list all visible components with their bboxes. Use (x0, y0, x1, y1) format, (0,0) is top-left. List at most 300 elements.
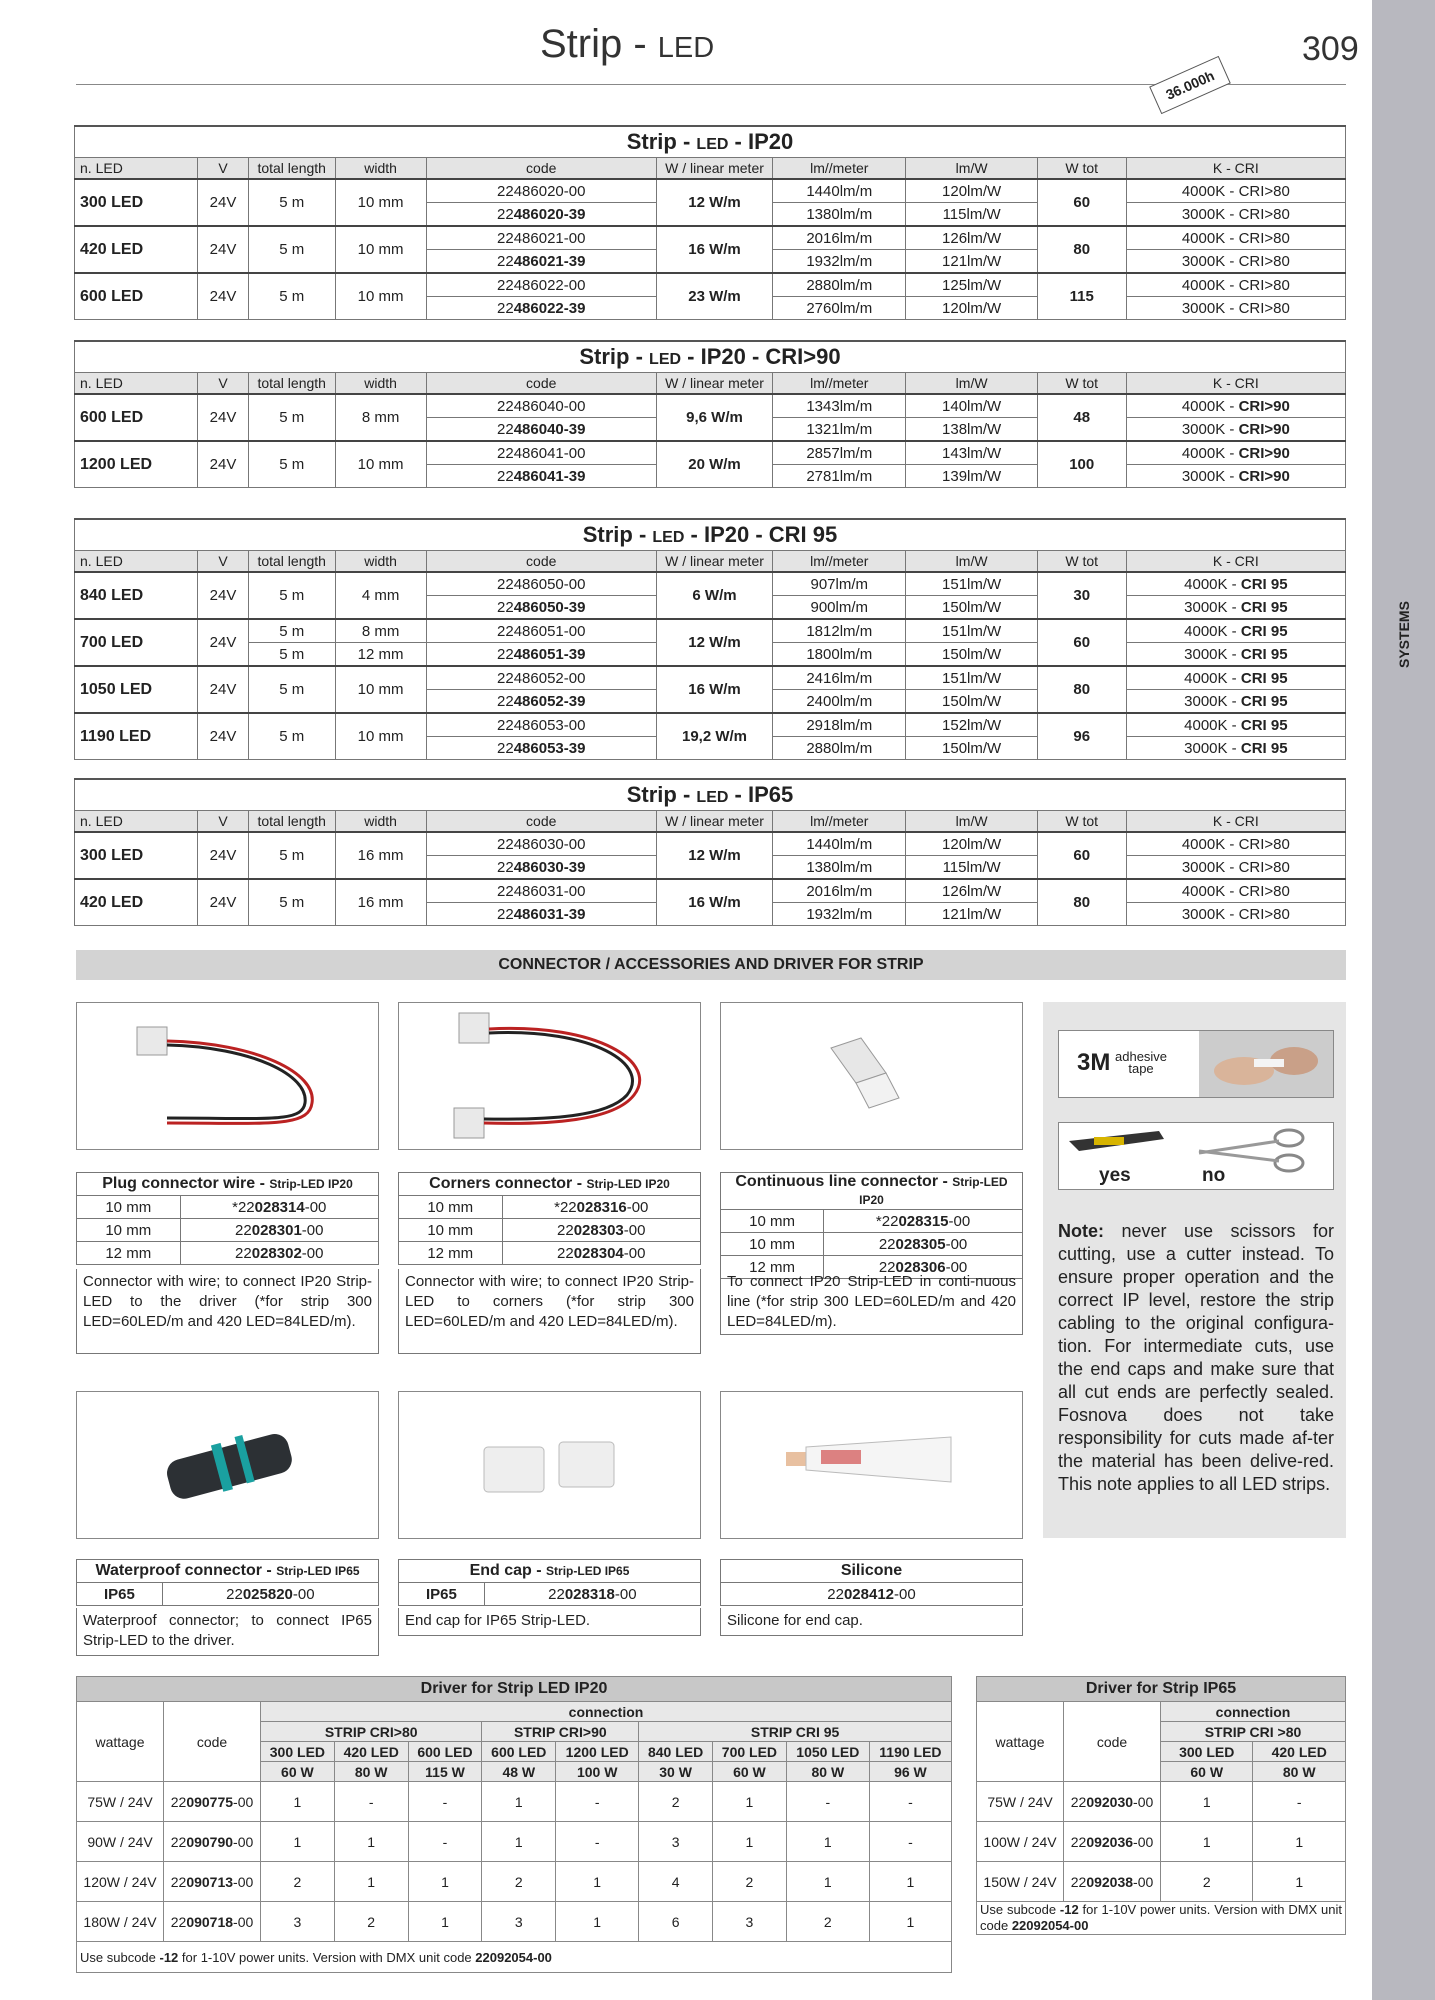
waterproof-connector-table: Waterproof connector - Strip-LED IP65 IP65 22025820-00 (76, 1559, 379, 1606)
column-header: V (198, 373, 249, 395)
strip-count: 3 (713, 1902, 787, 1942)
strip-count: 3 (482, 1902, 556, 1942)
color-temp-cri: 4000K - CRI 95 (1126, 666, 1345, 690)
table-row (75, 879, 1346, 903)
efficacy: 126lm/W (906, 879, 1037, 903)
voltage: 24V (198, 273, 249, 320)
total-watts: 30 (1037, 572, 1126, 619)
strip-count: 2 (482, 1862, 556, 1902)
strip-count: - (556, 1822, 639, 1862)
product-code: 22486051-00 (426, 619, 656, 643)
watts-per-meter: 16 W/m (656, 226, 772, 273)
product-code: 22486052-00 (426, 666, 656, 690)
table-row (75, 572, 1346, 596)
strip-count: 2 (261, 1862, 335, 1902)
driver-code: 22092030-00 (1064, 1782, 1161, 1822)
strip-count: 1 (1253, 1822, 1346, 1862)
spec-table (74, 778, 1346, 926)
color-temp-cri: 3000K - CRI>90 (1126, 465, 1345, 488)
column-header: K - CRI (1126, 158, 1345, 180)
driver-wattage: 150W / 24V (977, 1862, 1064, 1902)
table-row (77, 1862, 952, 1902)
watts-per-meter: 20 W/m (656, 441, 772, 488)
length: 5 m (248, 879, 335, 926)
column-header: V (198, 551, 249, 573)
lumens-per-meter: 1440lm/m (773, 832, 906, 856)
driver-ip65-table (976, 1676, 1346, 1935)
lumens-per-meter: 2781lm/m (773, 465, 906, 488)
product-code: 22486040-00 (426, 394, 656, 418)
column-header: K - CRI (1126, 551, 1345, 573)
strip-count: 1 (408, 1902, 482, 1942)
strip-count: 1 (482, 1822, 556, 1862)
length: 5 m (248, 643, 335, 667)
driver-code: 22090718-00 (164, 1902, 261, 1942)
strip-count: 1 (408, 1862, 482, 1902)
strip-group-header: STRIP CRI>90 (482, 1722, 639, 1742)
led-count: 840 LED (75, 572, 198, 619)
lumens-per-meter: 2016lm/m (773, 226, 906, 250)
product-code: 22486022-00 (426, 273, 656, 297)
column-header: K - CRI (1126, 811, 1345, 833)
strip-count: 1 (1161, 1782, 1253, 1822)
led-count: 600 LED (75, 394, 198, 441)
led-count: 1050 LED (75, 666, 198, 713)
column-header: lm/W (906, 811, 1037, 833)
led-column-header: 1050 LED (786, 1742, 869, 1762)
strip-count: 2 (786, 1902, 869, 1942)
column-header: code (426, 158, 656, 180)
column-header: W tot (1037, 158, 1126, 180)
length: 5 m (248, 273, 335, 320)
column-header: V (198, 811, 249, 833)
strip-count: 6 (639, 1902, 713, 1942)
table-row (75, 179, 1346, 203)
column-header: total length (248, 373, 335, 395)
efficacy: 152lm/W (906, 713, 1037, 737)
cutting-tools-panel (1058, 1122, 1334, 1190)
spec-table-title: Strip - LED - IP65 (75, 779, 1346, 811)
width: 10 mm (335, 441, 426, 488)
color-temp-cri: 3000K - CRI>80 (1126, 903, 1345, 926)
product-code: 22486020-00 (426, 179, 656, 203)
watt-column-header: 60 W (1161, 1762, 1253, 1782)
voltage: 24V (198, 441, 249, 488)
width: 4 mm (335, 572, 426, 619)
driver-ip65-title: Driver for Strip IP65 (977, 1677, 1346, 1702)
table-row (75, 226, 1346, 250)
length: 5 m (248, 394, 335, 441)
column-header: lm//meter (773, 373, 906, 395)
lumens-per-meter: 1343lm/m (773, 394, 906, 418)
strip-count: 1 (1253, 1862, 1346, 1902)
continuous-connector-photo (720, 1002, 1023, 1150)
length: 5 m (248, 666, 335, 713)
voltage: 24V (198, 713, 249, 760)
spec-table-title: Strip - LED - IP20 - CRI>90 (75, 341, 1346, 373)
spec-table (74, 518, 1346, 760)
watts-per-meter: 23 W/m (656, 273, 772, 320)
product-code: 22486021-39 (426, 250, 656, 274)
led-count: 700 LED (75, 619, 198, 666)
column-header: width (335, 158, 426, 180)
driver-wattage: 100W / 24V (977, 1822, 1064, 1862)
led-column-header: 420 LED (1253, 1742, 1346, 1762)
length: 5 m (248, 226, 335, 273)
led-column-header: 700 LED (713, 1742, 787, 1762)
column-header: n. LED (75, 811, 198, 833)
table-row (75, 713, 1346, 737)
table-row (75, 441, 1346, 465)
strip-count: 2 (639, 1782, 713, 1822)
silicone-description: Silicone for end cap. (720, 1608, 1023, 1636)
column-header: total length (248, 811, 335, 833)
led-count: 1200 LED (75, 441, 198, 488)
accessories-banner: CONNECTOR / ACCESSORIES AND DRIVER FOR STRIP (76, 950, 1346, 980)
driver-code: 22090713-00 (164, 1862, 261, 1902)
side-tab-label: SYSTEMS (1396, 601, 1412, 669)
table-row (75, 832, 1346, 856)
led-column-header: 600 LED (482, 1742, 556, 1762)
watts-per-meter: 6 W/m (656, 572, 772, 619)
driver-wattage: 90W / 24V (77, 1822, 164, 1862)
efficacy: 143lm/W (906, 441, 1037, 465)
driver-code: 22092038-00 (1064, 1862, 1161, 1902)
width: 16 mm (335, 832, 426, 879)
length: 5 m (248, 441, 335, 488)
plug-connector-description: Connector with wire; to connect IP20 Strip-LED to the driver (*for strip 300 LED=60LED/m and 420 LED=84LED/m). (76, 1269, 379, 1354)
voltage: 24V (198, 666, 249, 713)
watt-column-header: 115 W (408, 1762, 482, 1782)
driver-ip20-title: Driver for Strip LED IP20 (77, 1677, 952, 1702)
strip-count: 1 (869, 1902, 951, 1942)
watts-per-meter: 12 W/m (656, 619, 772, 666)
total-watts: 80 (1037, 226, 1126, 273)
color-temp-cri: 4000K - CRI 95 (1126, 619, 1345, 643)
code-header: code (164, 1702, 261, 1782)
watt-column-header: 48 W (482, 1762, 556, 1782)
strip-count: - (786, 1782, 869, 1822)
column-header: lm/W (906, 551, 1037, 573)
strip-count: - (408, 1782, 482, 1822)
watts-per-meter: 12 W/m (656, 179, 772, 226)
voltage: 24V (198, 619, 249, 666)
table-row (75, 394, 1346, 418)
corners-connector-description: Connector with wire; to connect IP20 Strip-LED to corners (*for strip 300 LED=60LED/m and 420 LED=84LED/m). (398, 1269, 701, 1354)
lumens-per-meter: 907lm/m (773, 572, 906, 596)
width: 10 mm (335, 713, 426, 760)
corners-connector-photo (398, 1002, 701, 1150)
efficacy: 120lm/W (906, 832, 1037, 856)
total-watts: 96 (1037, 713, 1126, 760)
color-temp-cri: 4000K - CRI>80 (1126, 273, 1345, 297)
product-code: 22486041-39 (426, 465, 656, 488)
table-row (77, 1782, 952, 1822)
tape-photo (1199, 1031, 1333, 1097)
column-header: width (335, 551, 426, 573)
length: 5 m (248, 572, 335, 619)
efficacy: 121lm/W (906, 903, 1037, 926)
tape-brand: 3M (1077, 1049, 1111, 1076)
lumens-per-meter: 1932lm/m (773, 250, 906, 274)
page-number: 309 (1302, 30, 1359, 68)
led-count: 300 LED (75, 832, 198, 879)
efficacy: 115lm/W (906, 856, 1037, 880)
led-count: 1190 LED (75, 713, 198, 760)
column-header: lm/W (906, 158, 1037, 180)
efficacy: 150lm/W (906, 690, 1037, 714)
product-code: 22486021-00 (426, 226, 656, 250)
wattage-header: wattage (977, 1702, 1064, 1782)
strip-count: - (869, 1822, 951, 1862)
table-row (75, 619, 1346, 643)
product-code: 22486030-00 (426, 832, 656, 856)
strip-count: 4 (639, 1862, 713, 1902)
end-cap-table: End cap - Strip-LED IP65 IP65 22028318-00 (398, 1559, 701, 1606)
column-header: V (198, 158, 249, 180)
strip-count: 1 (261, 1782, 335, 1822)
spec-table-title: Strip - LED - IP20 (75, 126, 1346, 158)
driver-wattage: 180W / 24V (77, 1902, 164, 1942)
watt-column-header: 96 W (869, 1762, 951, 1782)
product-code: 22486031-39 (426, 903, 656, 926)
column-header: total length (248, 551, 335, 573)
led-column-header: 420 LED (334, 1742, 408, 1762)
total-watts: 60 (1037, 619, 1126, 666)
total-watts: 60 (1037, 179, 1126, 226)
led-column-header: 300 LED (261, 1742, 335, 1762)
wattage-header: wattage (77, 1702, 164, 1782)
product-code: 22486050-39 (426, 596, 656, 620)
lumens-per-meter: 2416lm/m (773, 666, 906, 690)
watt-column-header: 80 W (786, 1762, 869, 1782)
color-temp-cri: 3000K - CRI 95 (1126, 596, 1345, 620)
color-temp-cri: 4000K - CRI 95 (1126, 713, 1345, 737)
voltage: 24V (198, 179, 249, 226)
waterproof-connector-photo (76, 1391, 379, 1539)
led-count: 420 LED (75, 226, 198, 273)
column-header: lm/W (906, 373, 1037, 395)
table-row (75, 273, 1346, 297)
silicone-table: Silicone 22028412-00 (720, 1559, 1023, 1606)
color-temp-cri: 3000K - CRI>90 (1126, 418, 1345, 442)
length: 5 m (248, 179, 335, 226)
driver-wattage: 75W / 24V (977, 1782, 1064, 1822)
strip-group-header: STRIP CRI >80 (1161, 1722, 1346, 1742)
width: 8 mm (335, 394, 426, 441)
tape-label: adhesive tape (1115, 1049, 1168, 1076)
lumens-per-meter: 2016lm/m (773, 879, 906, 903)
total-watts: 60 (1037, 832, 1126, 879)
column-header: n. LED (75, 551, 198, 573)
strip-count: 3 (261, 1902, 335, 1942)
connection-header: connection (261, 1702, 952, 1722)
led-count: 420 LED (75, 879, 198, 926)
spec-table-title: Strip - LED - IP20 - CRI 95 (75, 519, 1346, 551)
watt-column-header: 100 W (556, 1762, 639, 1782)
continuous-connector-table: Continuous line connector - Strip-LED IP20 10 mm *22028315-00 10 mm 22028305-00 12 mm 22028306-00 (720, 1172, 1023, 1279)
width: 16 mm (335, 879, 426, 926)
driver-ip20-footnote: Use subcode -12 for 1-10V power units. Version with DMX unit code 22092054-00 (77, 1942, 952, 1973)
table-row (77, 1902, 952, 1942)
lumens-per-meter: 2400lm/m (773, 690, 906, 714)
lumens-per-meter: 2760lm/m (773, 297, 906, 320)
table-row (77, 1822, 952, 1862)
plug-connector-photo (76, 1002, 379, 1150)
strip-count: 2 (713, 1862, 787, 1902)
lumens-per-meter: 1321lm/m (773, 418, 906, 442)
lifetime-badge: 36.000h (1149, 56, 1231, 114)
color-temp-cri: 3000K - CRI 95 (1126, 737, 1345, 760)
note-text: Note: never use scissors for cutting, use a cutter instead. To ensure proper operation and the correct IP level, restore the strip cabling to the original configura-tion. For intermediate cuts, use the end caps and make sure that all cut ends are perfectly sealed. Fosnova does not take responsibility for cuts made af-ter the material has been delive-red. This note applies to all LED strips. (1058, 1221, 1334, 1494)
color-temp-cri: 3000K - CRI 95 (1126, 643, 1345, 667)
column-header: n. LED (75, 158, 198, 180)
continuous-connector-description: To connect IP20 Strip-LED in conti-nuous line (*for strip 300 LED=60LED/m and 420 LED=84LED/m). (720, 1269, 1023, 1335)
driver-ip20-table (76, 1676, 952, 1973)
strip-count: 1 (334, 1822, 408, 1862)
lumens-per-meter: 1800lm/m (773, 643, 906, 667)
color-temp-cri: 3000K - CRI>80 (1126, 856, 1345, 880)
product-code: 22486040-39 (426, 418, 656, 442)
spec-table (74, 125, 1346, 320)
table-row (977, 1782, 1346, 1822)
efficacy: 150lm/W (906, 737, 1037, 760)
led-column-header: 600 LED (408, 1742, 482, 1762)
strip-count: 2 (1161, 1862, 1253, 1902)
voltage: 24V (198, 879, 249, 926)
led-count: 300 LED (75, 179, 198, 226)
lumens-per-meter: 1380lm/m (773, 856, 906, 880)
led-column-header: 1200 LED (556, 1742, 639, 1762)
table-row (977, 1862, 1346, 1902)
product-code: 22486053-00 (426, 713, 656, 737)
table-row (977, 1822, 1346, 1862)
led-count: 600 LED (75, 273, 198, 320)
watt-column-header: 60 W (261, 1762, 335, 1782)
strip-count: 1 (786, 1862, 869, 1902)
lumens-per-meter: 2880lm/m (773, 737, 906, 760)
color-temp-cri: 4000K - CRI>80 (1126, 879, 1345, 903)
width: 12 mm (335, 643, 426, 667)
driver-wattage: 75W / 24V (77, 1782, 164, 1822)
strip-count: 3 (639, 1822, 713, 1862)
voltage: 24V (198, 394, 249, 441)
column-header: W / linear meter (656, 158, 772, 180)
strip-count: 1 (334, 1862, 408, 1902)
strip-count: - (408, 1822, 482, 1862)
plug-connector-table: Plug connector wire - Strip-LED IP20 10 mm *22028314-00 10 mm 22028301-00 12 mm 22028302-00 (76, 1172, 379, 1265)
watt-column-header: 30 W (639, 1762, 713, 1782)
product-code: 22486022-39 (426, 297, 656, 320)
strip-count: - (556, 1782, 639, 1822)
efficacy: 120lm/W (906, 297, 1037, 320)
voltage: 24V (198, 572, 249, 619)
voltage: 24V (198, 832, 249, 879)
table-row (75, 666, 1346, 690)
strip-count: 1 (482, 1782, 556, 1822)
led-column-header: 300 LED (1161, 1742, 1253, 1762)
column-header: code (426, 811, 656, 833)
driver-ip65-footnote: Use subcode -12 for 1-10V power units. Version with DMX unit code 22092054-00 (977, 1902, 1346, 1935)
strip-group-header: STRIP CRI 95 (639, 1722, 952, 1742)
adhesive-tape-panel (1058, 1030, 1334, 1098)
product-code: 22486020-39 (426, 203, 656, 227)
color-temp-cri: 3000K - CRI>80 (1126, 250, 1345, 274)
column-header: W / linear meter (656, 811, 772, 833)
code-header: code (1064, 1702, 1161, 1782)
strip-count: 1 (261, 1822, 335, 1862)
total-watts: 48 (1037, 394, 1126, 441)
color-temp-cri: 4000K - CRI>80 (1126, 832, 1345, 856)
no-label: no (1202, 1165, 1226, 1186)
corners-connector-table: Corners connector - Strip-LED IP20 10 mm *22028316-00 10 mm 22028303-00 12 mm 22028304-00 (398, 1172, 701, 1265)
column-header: W tot (1037, 551, 1126, 573)
page-title: Strip - LED (540, 22, 715, 66)
width: 8 mm (335, 619, 426, 643)
strip-count: 2 (334, 1902, 408, 1942)
product-code: 22486052-39 (426, 690, 656, 714)
lumens-per-meter: 1932lm/m (773, 903, 906, 926)
total-watts: 100 (1037, 441, 1126, 488)
product-code: 22486041-00 (426, 441, 656, 465)
color-temp-cri: 4000K - CRI>80 (1126, 179, 1345, 203)
efficacy: 150lm/W (906, 643, 1037, 667)
column-header: total length (248, 158, 335, 180)
column-header: lm//meter (773, 811, 906, 833)
column-header: W tot (1037, 811, 1126, 833)
length: 5 m (248, 619, 335, 643)
strip-count: 1 (786, 1822, 869, 1862)
strip-count: 1 (869, 1862, 951, 1902)
end-cap-photo (398, 1391, 701, 1539)
strip-count: 1 (1161, 1822, 1253, 1862)
driver-code: 22090775-00 (164, 1782, 261, 1822)
led-column-header: 1190 LED (869, 1742, 951, 1762)
strip-count: - (1253, 1782, 1346, 1822)
watt-column-header: 80 W (1253, 1762, 1346, 1782)
efficacy: 115lm/W (906, 203, 1037, 227)
led-column-header: 840 LED (639, 1742, 713, 1762)
spec-table (74, 340, 1346, 488)
column-header: lm//meter (773, 158, 906, 180)
watts-per-meter: 19,2 W/m (656, 713, 772, 760)
lumens-per-meter: 2857lm/m (773, 441, 906, 465)
color-temp-cri: 3000K - CRI>80 (1126, 297, 1345, 320)
lumens-per-meter: 1812lm/m (773, 619, 906, 643)
driver-wattage: 120W / 24V (77, 1862, 164, 1902)
color-temp-cri: 4000K - CRI>90 (1126, 394, 1345, 418)
driver-code: 22092036-00 (1064, 1822, 1161, 1862)
efficacy: 121lm/W (906, 250, 1037, 274)
product-code: 22486050-00 (426, 572, 656, 596)
column-header: code (426, 551, 656, 573)
driver-code: 22090790-00 (164, 1822, 261, 1862)
length: 5 m (248, 832, 335, 879)
watt-column-header: 80 W (334, 1762, 408, 1782)
yes-label: yes (1099, 1165, 1131, 1186)
strip-group-header: STRIP CRI>80 (261, 1722, 482, 1742)
efficacy: 151lm/W (906, 572, 1037, 596)
width: 10 mm (335, 273, 426, 320)
efficacy: 151lm/W (906, 619, 1037, 643)
strip-count: - (334, 1782, 408, 1822)
strip-count: - (869, 1782, 951, 1822)
color-temp-cri: 4000K - CRI>90 (1126, 441, 1345, 465)
voltage: 24V (198, 226, 249, 273)
lumens-per-meter: 2918lm/m (773, 713, 906, 737)
efficacy: 125lm/W (906, 273, 1037, 297)
watts-per-meter: 16 W/m (656, 879, 772, 926)
